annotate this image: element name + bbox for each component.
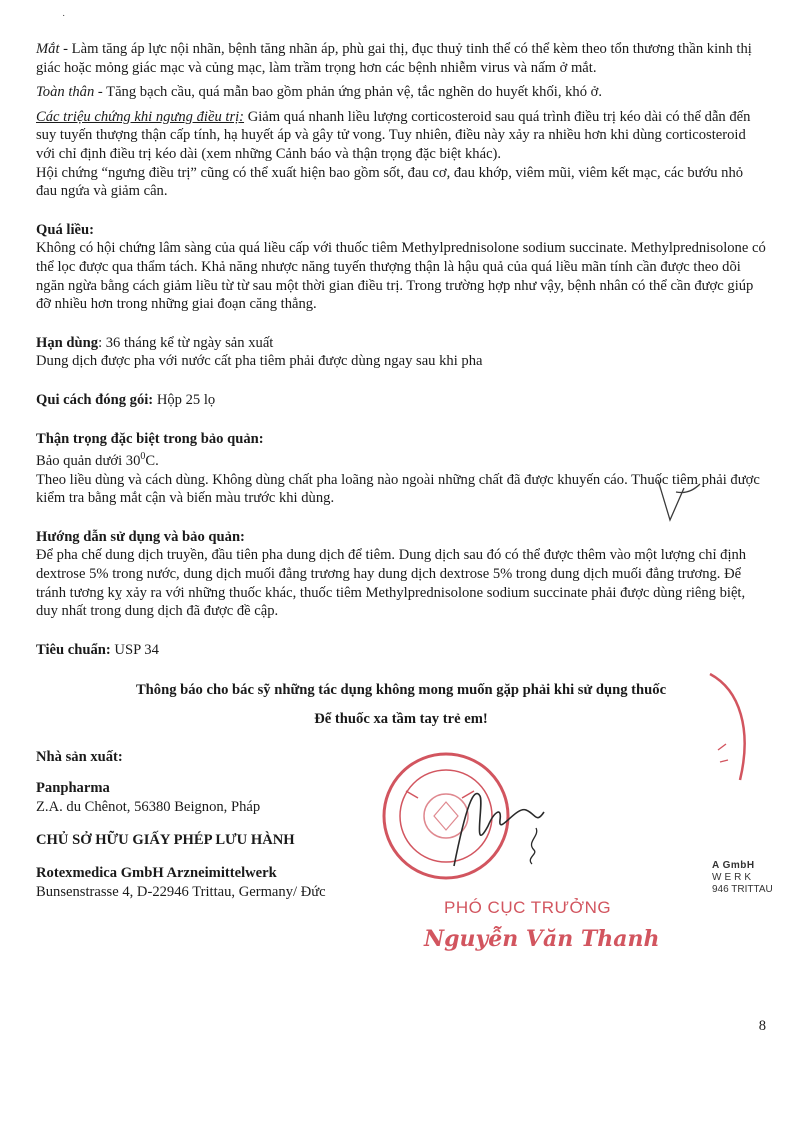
huong-dan-text: Để pha chế dung dịch truyền, đầu tiên pha dung dịch để tiêm. Dung dịch sau đó có thể được thêm vào một lượng chỉ định dextrose 5% trong nước, dung dịch muối đẳng trương hay dung dịch dextrose 5% trong dung dịch muối đẳng trương. Để tránh tương kỵ xảy ra với những thuốc khác, thuốc tiêm Methylprednisolone sodium succinate phải được dùng riêng biệt, duy nhất trong dung dịch đã được đề cập. — [36, 547, 747, 620]
corner-stamp-line2: WERK — [712, 872, 754, 883]
han-dung-value: : 36 tháng kể từ ngày sản xuất — [98, 334, 274, 351]
section-ngung-dieu-tri — [36, 108, 766, 164]
notice-children: Để thuốc xa tầm tay trẻ em! — [314, 710, 488, 727]
qui-cach-heading: Qui cách đóng gói: — [36, 391, 154, 408]
section-toan-than — [36, 83, 766, 102]
section-ngung-text: Giảm quá nhanh liều lượng corticosteroid sau quá trình điều trị kéo dài có thể dẫn đến suy tuyến thượng thận cấp tính, hạ huyết áp và gây tử vong. Tuy nhiên, điều này xảy ra nhiều hơn khi dùng corticosteroid với chỉ định điều trị kéo dài (xem những Cảnh báo và thận trọng đặc biệt khác). — [36, 108, 751, 162]
signer-name: Nguyễn Văn Thanh — [424, 926, 660, 952]
license-holder-address: Bunsenstrasse 4, D-22946 Trittau, Germany/ Đức — [36, 884, 326, 900]
han-dung-text: Dung dịch được pha với nước cất pha tiêm phải được dùng ngay sau khi pha — [36, 353, 483, 370]
stamp-inner-ring — [400, 770, 492, 862]
pen-mark-icon — [650, 470, 710, 530]
top-mark: ˙ — [62, 14, 66, 25]
tieu-chuan-value: USP 34 — [110, 641, 159, 658]
official-stamp — [376, 746, 566, 896]
qui-cach-value: Hộp 25 lọ — [153, 391, 216, 408]
manufacturer-name: Panpharma — [36, 780, 110, 796]
bao-quan-text: Theo liều dùng và cách dùng. Không dùng chất pha loãng nào ngoài những chất đã được khuyến cáo. Thuốc tiêm phải được kiểm tra bằng mắt cận và biến màu trước khi dùng. — [36, 471, 760, 507]
qui-cach-line — [36, 391, 766, 410]
signer-title: PHÓ CỤC TRƯỞNG — [444, 898, 612, 917]
bao-quan-heading: Thận trọng đặc biệt trong bảo quản: — [36, 430, 264, 447]
manufacturer-address: Z.A. du Chênot, 56380 Beignon, Pháp — [36, 799, 261, 815]
section-mat-label: Mắt — [36, 41, 60, 57]
bao-quan-sup: 0 — [140, 451, 146, 463]
signature-mark-icon — [530, 828, 536, 864]
qua-lieu-text: Không có hội chứng lâm sàng của quá liều cấp với thuốc tiêm Methylprednisolone sodium succinate. Methylprednisolone có thể lọc được qua thẩm tách. Khả năng nhược năng tuyến thượng thận là hậu quả của quá liều mãn tính cần được theo dõi ngăn ngừa bằng cách giảm liều từ từ sau một thời gian điều trị. Trong trường hợp như vậy, bệnh nhân có thể cần được giúp đỡ nhiều hơn trong những giai đoạn căng thẳng. — [36, 240, 766, 313]
bao-quan-suffix: C. — [145, 452, 159, 469]
license-holder-name: Rotexmedica GmbH Arzneimittelwerk — [36, 865, 277, 881]
company-stamp-fragment — [712, 860, 773, 896]
huong-dan-heading: Hướng dẫn sử dụng và bảo quản: — [36, 528, 245, 545]
stamp-emblem-star — [434, 802, 458, 830]
section-ngung-text2: Hội chứng “ngưng điều trị” cũng có thể xuất hiện bao gồm sốt, đau cơ, đau khớp, viêm mũi, viêm kết mạc, các bướu nhỏ đau ngứa và giảm cân. — [36, 164, 744, 200]
stamp-outer-ring — [384, 754, 508, 878]
section-toan-than-text: - Tăng bạch cầu, quá mẫn bao gồm phản ứng phản vệ, tắc nghẽn do huyết khối, khó ở. — [94, 84, 603, 101]
corner-stamp-line3: 946 TRITTAU — [712, 884, 773, 895]
margin-seal-text-marks — [718, 744, 728, 762]
section-ngung-label: Các triệu chứng khi ngưng điều trị: — [36, 108, 245, 125]
manufacturer-heading: Nhà sản xuất: — [36, 749, 123, 765]
tieu-chuan-heading: Tiêu chuẩn: — [36, 641, 111, 658]
section-mat — [36, 40, 766, 77]
corner-stamp-line1: A GmbH — [712, 860, 755, 871]
section-toan-than-label: Toàn thân — [36, 84, 95, 101]
margin-seal-arc — [710, 674, 745, 780]
license-holder-heading: CHỦ SỞ HỮU GIẤY PHÉP LƯU HÀNH — [36, 832, 295, 848]
han-dung-heading: Hạn dùng — [36, 334, 99, 351]
tieu-chuan-line — [36, 641, 766, 660]
qua-lieu-heading: Quá liều: — [36, 221, 94, 238]
page-number: 8 — [758, 1018, 766, 1034]
document-body — [36, 40, 766, 728]
handwritten-signature-icon — [454, 794, 544, 866]
margin-seal-fragment — [700, 670, 760, 790]
section-mat-text: - Làm tăng áp lực nội nhãn, bệnh tăng nhãn áp, phù gai thị, đục thuỷ tinh thể có thể kèm theo tổn thương thần kinh thị giác hoặc mỏng giác mạc và củng mạc, làm trầm trọng hơn các bệnh nhiễm virus và nấm ở mắt. — [36, 41, 752, 76]
bao-quan-line1 — [36, 448, 766, 470]
han-dung-line — [36, 334, 766, 353]
notice-doctor: Thông báo cho bác sỹ những tác dụng không mong muốn gặp phải khi sử dụng thuốc — [135, 682, 667, 699]
bao-quan-prefix: Bảo quản dưới 30 — [36, 452, 141, 469]
